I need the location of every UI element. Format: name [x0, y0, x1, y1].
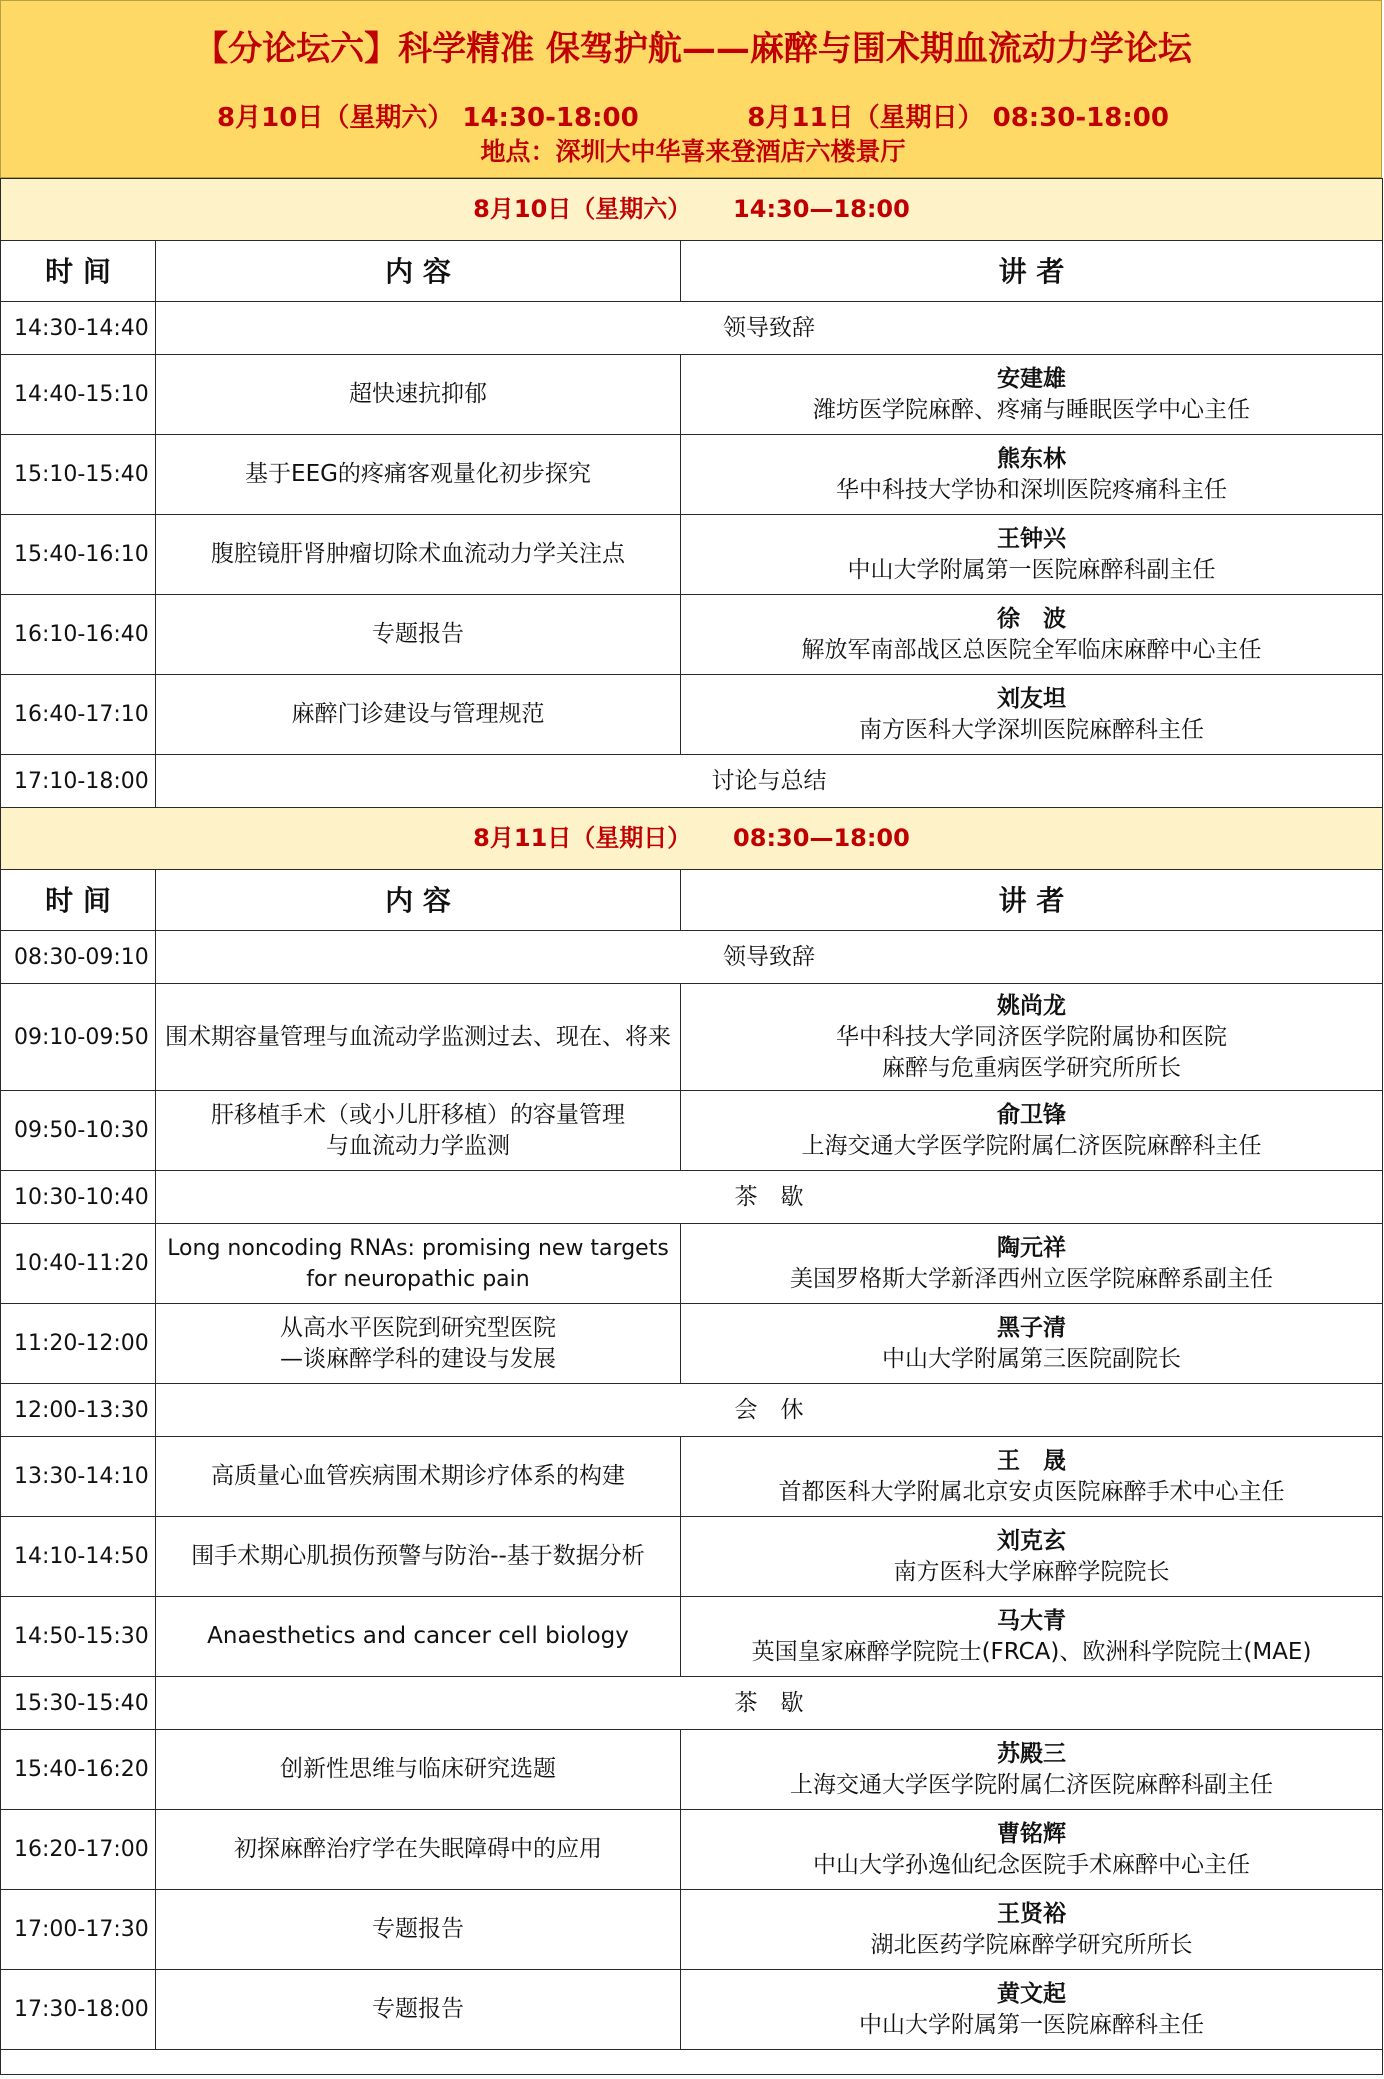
- agenda-break-row: [1, 1677, 1383, 1730]
- speaker-name: 苏殿三: [997, 1740, 1067, 1767]
- agenda-break-row: [1, 755, 1383, 808]
- speaker-name: 王贤裕: [997, 1900, 1067, 1927]
- speaker-name: 黄文起: [997, 1980, 1067, 2007]
- session-merged-label: 领导致辞: [156, 302, 1383, 355]
- speaker-name: 黑子清: [997, 1314, 1067, 1341]
- topic-line: 围术期容量管理与血流动学监测过去、现在、将来: [165, 1023, 671, 1050]
- agenda-session-row: [1, 1890, 1383, 1970]
- speaker-affiliation: 华中科技大学同济医学院附属协和医院: [836, 1023, 1228, 1050]
- speaker-affiliation: 英国皇家麻醉学院院士(FRCA)、欧洲科学院院士(MAE): [751, 1638, 1312, 1665]
- session-time: 17:00-17:30: [1, 1890, 156, 1970]
- session-speaker: [681, 1970, 1383, 2050]
- session-speaker: [681, 984, 1383, 1091]
- day-band-row: [1, 808, 1383, 870]
- topic-line: 围手术期心肌损伤预警与防治--基于数据分析: [191, 1543, 645, 1569]
- speaker-affiliation: 中山大学附属第一医院麻醉科副主任: [847, 556, 1216, 583]
- session-speaker: [681, 435, 1383, 515]
- session-topic: [156, 1517, 681, 1597]
- session-speaker: [681, 595, 1383, 675]
- speaker-name: 陶元祥: [997, 1234, 1067, 1261]
- session-topic: [156, 355, 681, 435]
- session-merged-label: 茶 歇: [156, 1171, 1383, 1224]
- day-band-row: [1, 179, 1383, 241]
- agenda-session-row: [1, 355, 1383, 435]
- forum-venue: 地点：深圳大中华喜来登酒店六楼景厅: [480, 137, 906, 166]
- speaker-affiliation: 中山大学附属第一医院麻醉科主任: [859, 2011, 1205, 2038]
- session-speaker: [681, 1810, 1383, 1890]
- session-merged-label: 茶 歇: [156, 1677, 1383, 1730]
- session-topic: [156, 1730, 681, 1810]
- session-topic: [156, 1304, 681, 1384]
- session-topic: [156, 984, 681, 1091]
- column-header-time: 时 间: [1, 870, 156, 931]
- topic-line: 腹腔镜肝肾肿瘤切除术血流动力学关注点: [211, 541, 625, 567]
- forum-header: [0, 0, 1382, 178]
- session-time: 17:30-18:00: [1, 1970, 156, 2050]
- agenda-session-row: [1, 1970, 1383, 2050]
- agenda-session-row: [1, 1091, 1383, 1171]
- session-speaker: [681, 1730, 1383, 1810]
- blank-cell: [1, 2050, 1383, 2075]
- topic-line: for neuropathic pain: [306, 1266, 530, 1292]
- agenda-break-row: [1, 1384, 1383, 1437]
- session-speaker: [681, 1517, 1383, 1597]
- speaker-name: 俞卫锋: [997, 1101, 1067, 1128]
- agenda-session-row: [1, 1437, 1383, 1517]
- topic-line: 专题报告: [372, 621, 464, 647]
- session-topic: [156, 1810, 681, 1890]
- topic-line: 基于EEG的疼痛客观量化初步探究: [245, 461, 591, 487]
- speaker-name: 王钟兴: [997, 525, 1067, 552]
- session-time: 12:00-13:30: [1, 1384, 156, 1437]
- session-topic: [156, 1091, 681, 1171]
- session-time: 14:50-15:30: [1, 1597, 156, 1677]
- topic-line: 超快速抗抑郁: [349, 381, 487, 407]
- agenda-session-row: [1, 1304, 1383, 1384]
- topic-line: —谈麻醉学科的建设与发展: [280, 1345, 556, 1372]
- session-speaker: [681, 1597, 1383, 1677]
- session-time: 08:30-09:10: [1, 931, 156, 984]
- column-header-row: [1, 241, 1383, 302]
- session-topic: [156, 515, 681, 595]
- day-band: 8月10日（星期六） 14:30—18:00: [1, 179, 1383, 241]
- session-time: 09:10-09:50: [1, 984, 156, 1091]
- session-speaker: [681, 675, 1383, 755]
- session-time: 11:20-12:00: [1, 1304, 156, 1384]
- agenda-session-row: [1, 1517, 1383, 1597]
- session-speaker: [681, 1224, 1383, 1304]
- topic-line: Long noncoding RNAs: promising new targets: [167, 1235, 669, 1261]
- agenda-session-row: [1, 1597, 1383, 1677]
- session-topic: [156, 435, 681, 515]
- speaker-name: 姚尚龙: [997, 992, 1067, 1019]
- topic-line: Anaesthetics and cancer cell biology: [207, 1623, 629, 1649]
- session-time: 15:30-15:40: [1, 1677, 156, 1730]
- speaker-affiliation: 解放军南部战区总医院全军临床麻醉中心主任: [801, 636, 1262, 663]
- speaker-name: 徐 波: [997, 605, 1067, 632]
- forum-dates: 8月10日（星期六） 14:30-18:00 8月11日（星期日） 08:30-18:00: [217, 103, 1169, 133]
- session-time: 13:30-14:10: [1, 1437, 156, 1517]
- speaker-affiliation: 南方医科大学麻醉学院院长: [893, 1558, 1170, 1585]
- session-speaker: [681, 1304, 1383, 1384]
- session-time: 15:40-16:20: [1, 1730, 156, 1810]
- speaker-name: 王 晟: [997, 1447, 1067, 1474]
- session-time: 16:10-16:40: [1, 595, 156, 675]
- topic-line: 专题报告: [372, 1916, 464, 1942]
- agenda-break-row: [1, 931, 1383, 984]
- speaker-affiliation: 上海交通大学医学院附属仁济医院麻醉科副主任: [790, 1771, 1274, 1798]
- topic-line: 肝移植手术（或小儿肝移植）的容量管理: [211, 1101, 625, 1128]
- forum-title: 【分论坛六】科学精准 保驾护航——麻醉与围术期血流动力学论坛: [194, 29, 1192, 69]
- blank-row: [1, 2050, 1383, 2075]
- session-topic: [156, 1597, 681, 1677]
- session-topic: [156, 595, 681, 675]
- column-header-speaker: 讲 者: [681, 241, 1383, 302]
- column-header-speaker: 讲 者: [681, 870, 1383, 931]
- speaker-name: 熊东林: [997, 445, 1067, 472]
- session-topic: [156, 675, 681, 755]
- session-topic: [156, 1224, 681, 1304]
- session-time: 15:10-15:40: [1, 435, 156, 515]
- session-speaker: [681, 1437, 1383, 1517]
- session-speaker: [681, 1890, 1383, 1970]
- session-topic: [156, 1437, 681, 1517]
- agenda-session-row: [1, 435, 1383, 515]
- session-speaker: [681, 1091, 1383, 1171]
- session-time: 16:20-17:00: [1, 1810, 156, 1890]
- session-time: 15:40-16:10: [1, 515, 156, 595]
- speaker-affiliation: 华中科技大学协和深圳医院疼痛科主任: [836, 476, 1228, 503]
- speaker-affiliation: 潍坊医学院麻醉、疼痛与睡眠医学中心主任: [813, 396, 1251, 423]
- session-merged-label: 会 休: [156, 1384, 1383, 1437]
- agenda-session-row: [1, 1810, 1383, 1890]
- session-merged-label: 讨论与总结: [156, 755, 1383, 808]
- speaker-affiliation: 美国罗格斯大学新泽西州立医学院麻醉系副主任: [790, 1265, 1274, 1292]
- agenda-break-row: [1, 302, 1383, 355]
- agenda-session-row: [1, 984, 1383, 1091]
- topic-line: 从高水平医院到研究型医院: [280, 1314, 556, 1341]
- speaker-affiliation: 中山大学附属第三医院副院长: [882, 1345, 1182, 1372]
- session-speaker: [681, 355, 1383, 435]
- session-time: 14:40-15:10: [1, 355, 156, 435]
- speaker-name: 安建雄: [997, 365, 1067, 392]
- topic-line: 高质量心血管疾病围术期诊疗体系的构建: [211, 1463, 625, 1489]
- speaker-affiliation: 中山大学孙逸仙纪念医院手术麻醉中心主任: [813, 1851, 1251, 1878]
- speaker-affiliation: 湖北医药学院麻醉学研究所所长: [870, 1931, 1193, 1958]
- agenda-session-row: [1, 1730, 1383, 1810]
- column-header-topic: 内 容: [156, 870, 681, 931]
- agenda-session-row: [1, 1224, 1383, 1304]
- topic-line: 初探麻醉治疗学在失眠障碍中的应用: [234, 1836, 602, 1862]
- speaker-affiliation: 上海交通大学医学院附属仁济医院麻醉科主任: [801, 1132, 1262, 1159]
- session-topic: [156, 1890, 681, 1970]
- topic-line: 麻醉门诊建设与管理规范: [291, 701, 545, 727]
- speaker-name: 刘克玄: [997, 1527, 1067, 1554]
- speaker-name: 曹铭辉: [997, 1820, 1067, 1847]
- session-time: 10:30-10:40: [1, 1171, 156, 1224]
- session-time: 09:50-10:30: [1, 1091, 156, 1171]
- column-header-topic: 内 容: [156, 241, 681, 302]
- session-time: 10:40-11:20: [1, 1224, 156, 1304]
- session-time: 16:40-17:10: [1, 675, 156, 755]
- speaker-affiliation: 首都医科大学附属北京安贞医院麻醉手术中心主任: [778, 1478, 1285, 1505]
- column-header-time: 时 间: [1, 241, 156, 302]
- speaker-affiliation: 南方医科大学深圳医院麻醉科主任: [859, 716, 1205, 743]
- agenda-session-row: [1, 675, 1383, 755]
- topic-line: 与血流动力学监测: [326, 1132, 510, 1159]
- session-time: 14:30-14:40: [1, 302, 156, 355]
- topic-line: 创新性思维与临床研究选题: [280, 1756, 556, 1782]
- speaker-name: 马大青: [997, 1607, 1067, 1634]
- session-speaker: [681, 515, 1383, 595]
- day-band: 8月11日（星期日） 08:30—18:00: [1, 808, 1383, 870]
- agenda-table: [0, 178, 1383, 2075]
- session-topic: [156, 1970, 681, 2050]
- agenda-session-row: [1, 515, 1383, 595]
- session-merged-label: 领导致辞: [156, 931, 1383, 984]
- column-header-row: [1, 870, 1383, 931]
- speaker-affiliation: 麻醉与危重病医学研究所所长: [882, 1054, 1182, 1081]
- agenda-session-row: [1, 595, 1383, 675]
- session-time: 14:10-14:50: [1, 1517, 156, 1597]
- speaker-name: 刘友坦: [997, 685, 1067, 712]
- session-time: 17:10-18:00: [1, 755, 156, 808]
- agenda-break-row: [1, 1171, 1383, 1224]
- topic-line: 专题报告: [372, 1996, 464, 2022]
